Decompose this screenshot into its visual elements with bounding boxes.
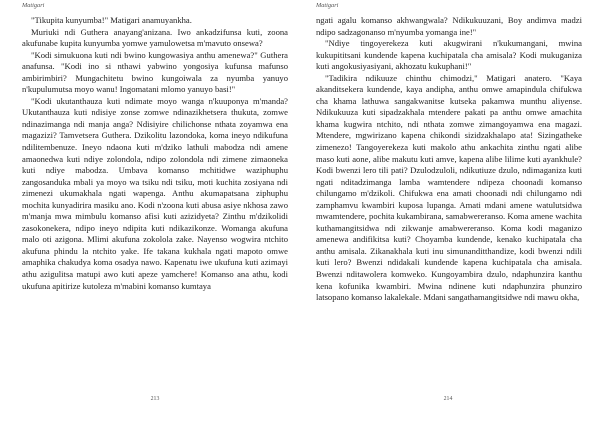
paragraph: Muriuki ndi Guthera anayang'anizana. Iwo ankadzifunsa kuti, zoona akufunabe kupita kunyumba yomwe yamulowetsa m'mavuto onsewa? bbox=[22, 26, 288, 49]
running-head: Matigari bbox=[316, 2, 339, 9]
paragraph: "Kodi ukutanthauza kuti ndimate moyo wanga n'kuuponya m'manda? Ukutanthauza kuti ndisiye zonse zomwe ndinazikhetsera thukuta, zomwe ndinazimanga ndi manja anga? Ndisiyire chilichonse nthata zoyamwa ena magazizi? Tamvetsera Guthera. Dzikolitu lazondoka, koma ineyo ndikufuna ndilitembenuze. Ineyo ndaona kuti m'dziko lathuli mabodza ndi amene amaonedwa kuti ndiye zolondola, ndipo zolondola ndi zimene zimaoneka kuti ndiye mabodza. Umbava komanso mchitidwe waziphuphu zangosanduka mbali ya moyo wa tsiku ndi tsiku, moti kuchita zosiyana ndi zimenezi ukumakhala ngati wapenga. Anthu akumapatsana ziphuphu mochita kunyadirira masiku ano. Kodi n'zoona kuti abusa asiye nkhosa zawo m'manja mwa mimbulu komanso afisi kuti azizidyeta? Zinthu m'dzikolidi zasokonekera, ndipo ineyo ndipita kuti ndikazikonze. Womanga akufuna malo oti azigona. Mlimi akufuna zokolola zake. Nayenso wogwira ntchito akufuna phindu la ntchito yake. Ife takana kukhala ngati mapoto omwe amaphika chakudya koma osadya nawo. Kapenatu iwe ukufuna kuti azimayi athu azigulitsa matupi awo kuti apeze yamchere! Komanso ana athu, kodi ukufuna apitirize kutoleza m'mabini komanso kumtaya bbox=[22, 95, 288, 291]
paragraph: "Kodi simukuona kuti ndi bwino kungowasiya anthu amenewa?" Guthera anafunsa. "Kodi ino si nthawi yabwino yongosiya kufunsa mafunso ambirimbiri? Mungachitetu bwino kungoiwala za nyumba yanuyo n'kupulumutsa moyo wanu! Ingomatani mlomo yanuyo basi!" bbox=[22, 49, 288, 95]
paragraph: "Tadikira ndikuuze chinthu chimodzi," Matigari anatero. "Kaya akanditsekera kundende, kaya andipha, anthu omwe amapindula chifukwa cha khama lathuwa sangakwanitse kutseka pakamwa munthu aliyense. Ndikukuuza kuti sipadzakhala mtendere pakati pa anthu omwe amachita khama kugwira ntchito, ndi nthata zomwe zimangoyamwa ena magazi. Mtendere, mgwirizano kapena chikondi sizidzakhalapo ata! Sizingatheke zimenezo! Tangoyerekeza kuti makolo athu ankachita zinthu ngati alibe maso kuti aone, alibe makutu kuti amve, kapena alibe lilime kuti ayankhule? Kodi bwenzi lero tili pati? Dzulodzuloli, ndikutiuze dzulo, ndimaganiza kuti ngati nditadzimanga lamba wamtendere ndipeza choonadi komanso chilungamo m'dzikoli. Chifukwa ena amati choonadi ndi chilungamo ndi zamphamvu kwambiri kuposa lupanga. Amati mdani amene watulutsidwa mwamtendere, pochita kukambirana, samabwereranso. Koma amene wachita kuthamangitsidwa ndi zikwanje amabwereranso. Koma kodi maganizo amenewa andifikitsa kuti? Choyamba kundende, kenako kuchipatala cha anthu amisala. Zikanakhala kuti inu simunanditthandize, kodi bwenzi ndili kuti lero? Bwenzi ndidakali kundende kapena kuchipatala cha amisala. Bwenzi nditawolera komweko. Kungoyambira dzulo, ndaphunzira kanthu kena kofunika kwambiri. Mwina ndinene kuti ndaphunzira phunziro latsopano komanso lakalekale. Mdani sangathamangitsidwe ndi mawu okha, bbox=[316, 72, 582, 303]
page-body bbox=[316, 15, 582, 304]
paragraph: "Tikupita kunyumba!" Matigari anamuyankha. bbox=[31, 15, 192, 25]
page-number: 214 bbox=[443, 396, 453, 402]
right-page bbox=[300, 0, 600, 424]
page-body bbox=[22, 15, 288, 292]
page-number: 213 bbox=[150, 396, 160, 402]
running-head: Matigari bbox=[22, 2, 45, 9]
paragraph: ngati agalu komanso akhwangwala? Ndikukuuzani, Boy andimva madzi ndipo sadzagonanso m'nyumba yomanga ine!" bbox=[316, 15, 582, 37]
paragraph: "Ndiye tingoyerekeza kuti akugwirani n'kukumangani, mwina kukupititsani kundende kapena kuchipatala cha amisala? Kodi mukuganiza kuti angokusiyasiyani, akhozatu kukuphani!" bbox=[316, 38, 582, 72]
